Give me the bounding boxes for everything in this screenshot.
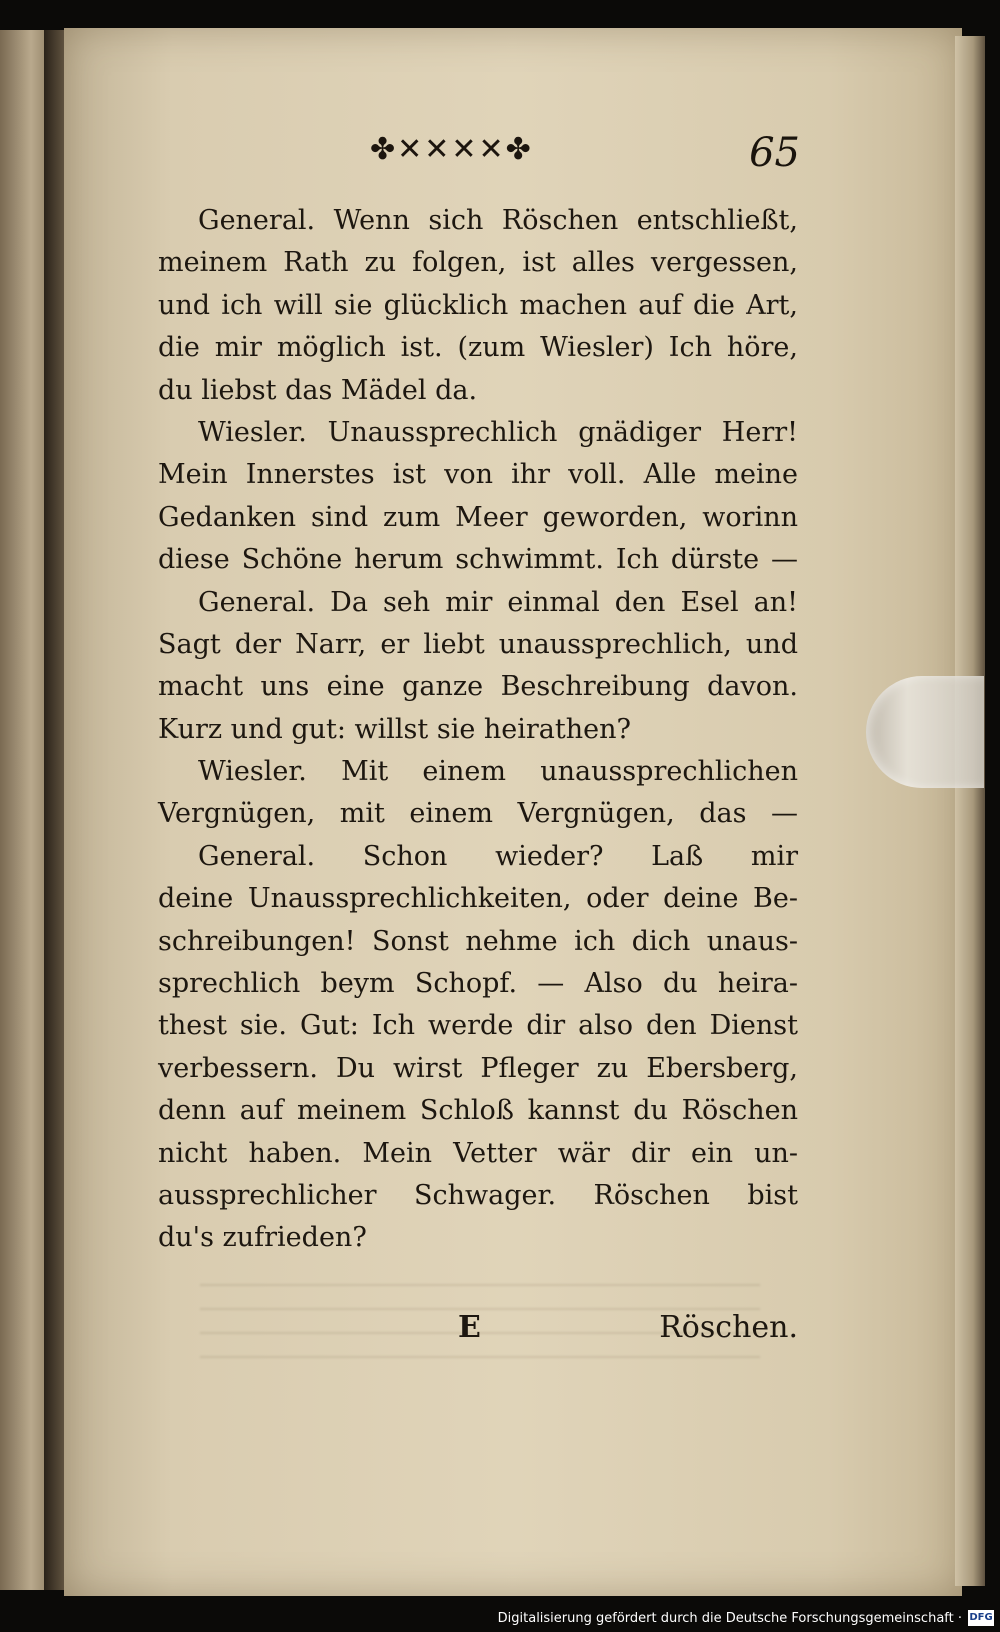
text-line: denn auf meinem Schloß kannst du Röschen (158, 1095, 798, 1127)
digitization-credit: Digitalisierung gefördert durch die Deutsche Forschungsgemeinschaft · (497, 1611, 962, 1626)
text-line: General. Wenn sich Röschen entschließt, (198, 205, 798, 236)
text-line: thest sie. Gut: Ich werde dir also den Dienst (158, 1010, 798, 1042)
text-line: und ich will sie glücklich machen auf die Art, (158, 289, 798, 321)
text-line: meinem Rath zu folgen, ist alles vergessen, (158, 247, 798, 279)
text-line: aussprechlicher Schwager. Röschen bist (158, 1179, 798, 1211)
text-line: Vergnügen, mit einem Vergnügen, das — (158, 798, 798, 830)
page-header (160, 130, 800, 190)
signature-mark: E (458, 1310, 481, 1345)
text-line: deine Unaussprechlichkeiten, oder deine Be- (158, 883, 798, 915)
catchword: Röschen. (659, 1310, 798, 1345)
text-line: Wiesler. Mit einem unaussprechlichen (198, 756, 798, 788)
text-line: du's zufrieden? (158, 1222, 367, 1254)
text-line: General. Da seh mir einmal den Esel an! (198, 586, 798, 618)
text-line: du liebst das Mädel da. (158, 374, 478, 406)
text-line: General. Schon wieder? Laß mir (198, 840, 798, 872)
page-footer (158, 1310, 798, 1360)
text-line: Gedanken sind zum Meer geworden, worinn (158, 501, 798, 533)
text-line: nicht haben. Mein Vetter wär dir ein un- (158, 1137, 798, 1169)
text-line: macht uns eine ganze Beschreibung davon. (158, 671, 798, 703)
text-line: Wiesler. Unaussprechlich gnädiger Herr! (198, 416, 798, 448)
text-line: verbessern. Du wirst Pfleger zu Ebersberg, (158, 1052, 798, 1084)
header-ornament: ✤✕✕✕✕✤ (370, 132, 533, 167)
text-line: Mein Innerstes ist von ihr voll. Alle meine (158, 459, 798, 491)
text-line: schreibungen! Sonst nehme ich dich unaus- (158, 925, 798, 957)
page-clip (866, 676, 984, 788)
page-number: 65 (749, 130, 800, 176)
text-line: Kurz und gut: willst sie heirathen? (158, 713, 631, 745)
text-line: diese Schöne herum schwimmt. Ich dürste — (158, 544, 798, 576)
dfg-logo: DFG (968, 1610, 994, 1626)
text-line: sprechlich beym Schopf. — Also du heira- (158, 968, 798, 1000)
page-stack-edge (955, 36, 985, 1586)
text-line: die mir möglich ist. (zum Wiesler) Ich höre, (158, 332, 798, 364)
text-line: Sagt der Narr, er liebt unaussprechlich, und (158, 628, 798, 660)
body-text (158, 200, 798, 1260)
